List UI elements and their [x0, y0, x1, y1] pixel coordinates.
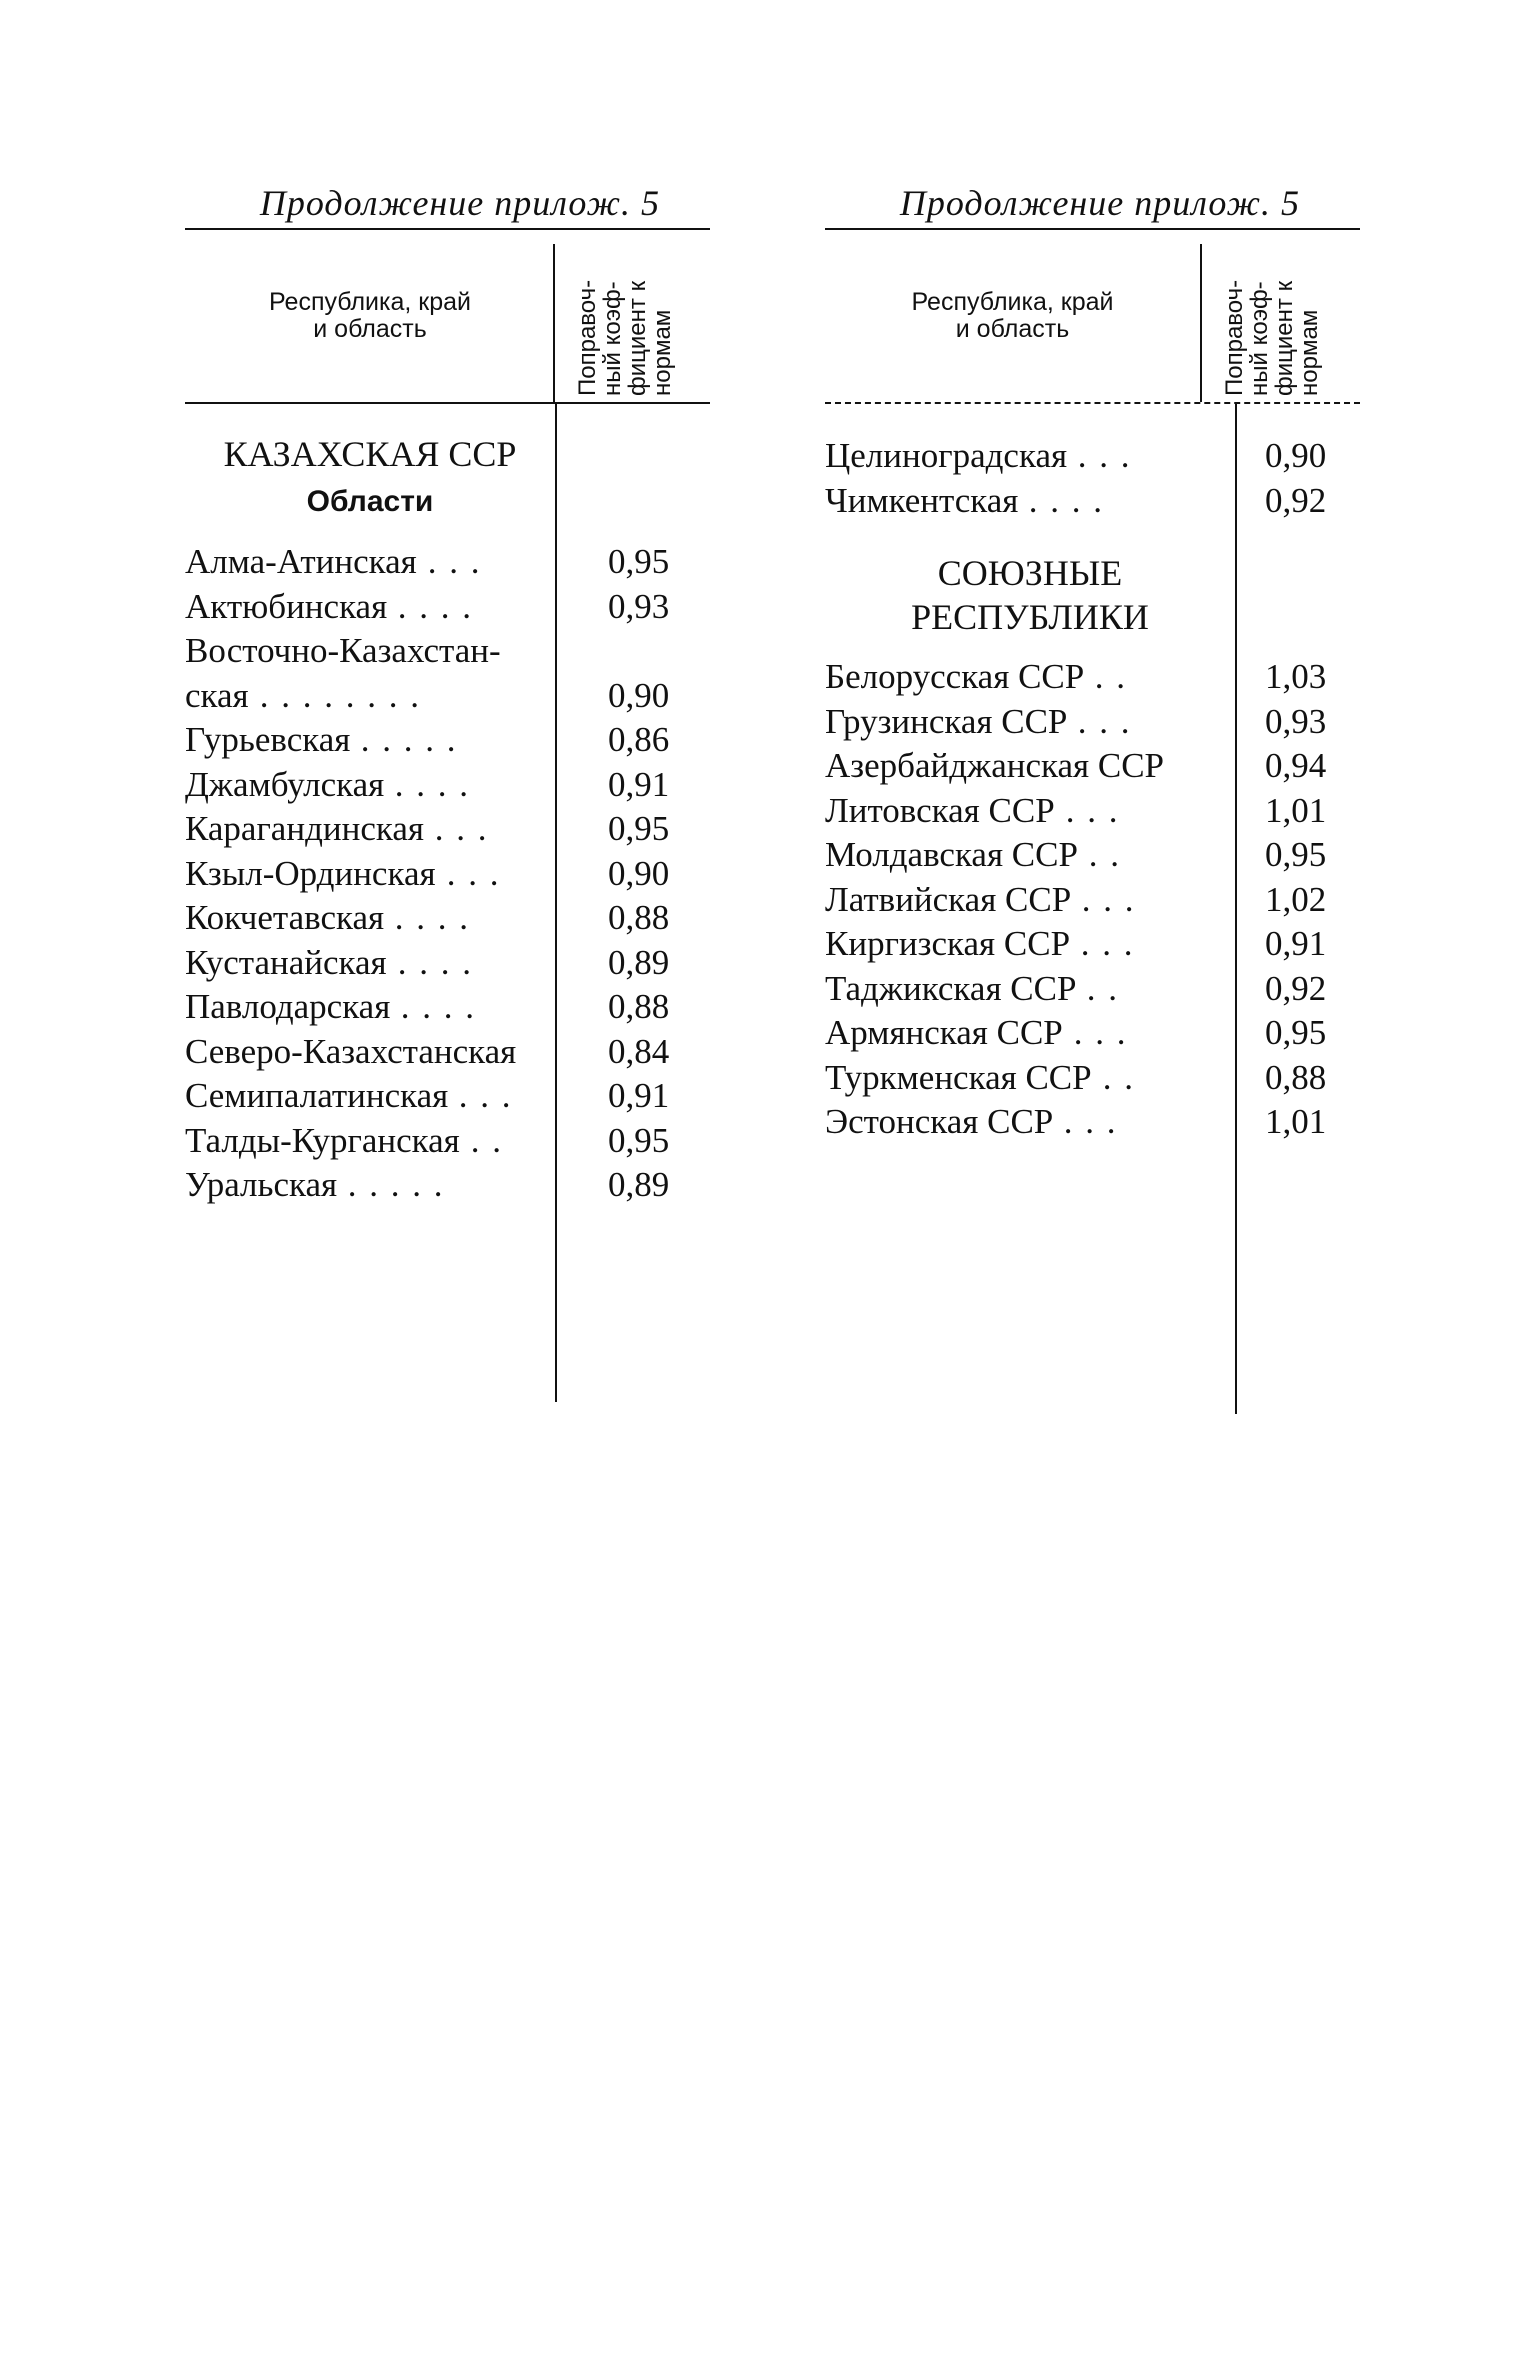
coefficient-value: 0,88 [608, 898, 670, 937]
region-name: Таджикская ССР [825, 968, 1077, 1008]
coefficient-value: 0,92 [1265, 480, 1327, 520]
leader-dots: . . [1092, 1057, 1135, 1097]
header-region-line: и область [955, 315, 1070, 343]
leader-dots: . . . [1053, 1102, 1118, 1141]
header-coefficient-line: ный коэф- [1246, 281, 1273, 396]
section-title: КАЗАХСКАЯ ССР [223, 434, 517, 474]
region-name: Литовская ССР [825, 790, 1055, 830]
subsection-title: Области [306, 485, 434, 518]
table-header [185, 228, 710, 404]
leader-dots: . . . . [384, 898, 470, 937]
coefficient-value: 1,03 [1265, 657, 1327, 696]
coefficient-value: 1,01 [1265, 1102, 1327, 1141]
coefficient-value: 0,95 [608, 809, 670, 848]
leader-dots: . . . . . [337, 1165, 445, 1204]
header-region-line: Республика, край [911, 288, 1114, 316]
region-name: Гурьевская [185, 720, 351, 759]
leader-dots: . . . . [1018, 480, 1104, 520]
coefficient-value: 0,94 [1265, 746, 1327, 785]
region-name: Кзыл-Ординская [185, 853, 436, 893]
table-row [185, 1030, 710, 1075]
region-name: Эстонская ССР [825, 1102, 1054, 1141]
republic-list [825, 655, 1360, 1145]
coefficient-value: 0,89 [608, 1165, 670, 1204]
coefficient-value: 0,93 [1265, 701, 1327, 741]
region-name: Восточно-Казахстан- [185, 631, 501, 670]
region-name: Латвийская ССР [825, 879, 1072, 919]
region-name: Кокчетавская [185, 898, 385, 937]
header-coefficient-line: Поправоч- [574, 279, 601, 396]
continuation-caption: Продолжение прилож. 5 [259, 183, 660, 223]
section-title: СОЮЗНЫЕ [937, 553, 1123, 593]
region-list [185, 540, 710, 1208]
leader-dots: . . . [1071, 879, 1136, 919]
coefficient-value: 0,90 [1265, 436, 1327, 475]
region-name: Талды-Курганская [185, 1120, 460, 1160]
continuation-caption: Продолжение прилож. 5 [899, 183, 1300, 223]
coefficient-value: 0,90 [608, 675, 670, 715]
region-name: Киргизская ССР [825, 924, 1071, 963]
coefficient-value: 0,89 [608, 942, 670, 982]
header-coefficient-label [555, 230, 710, 402]
table-row [825, 1056, 1360, 1101]
header-coefficient-line: фициент к [1271, 280, 1298, 396]
region-name: Молдавская ССР [825, 835, 1078, 874]
coefficient-value: 0,84 [608, 1031, 670, 1071]
header-region-label [185, 230, 555, 402]
region-name: Туркменская ССР [825, 1057, 1092, 1097]
region-name: Целиноградская [825, 436, 1068, 475]
table-row [185, 1163, 710, 1208]
table-row [825, 434, 1360, 479]
leader-dots: . . . . [387, 586, 473, 626]
table-row [825, 967, 1360, 1012]
coefficient-value: 0,95 [608, 1120, 670, 1160]
header-coefficient-line: нормам [649, 309, 676, 396]
region-name: Северо-Казахстанская [185, 1031, 517, 1071]
leader-dots: . . . [417, 542, 482, 581]
table-row [825, 700, 1360, 745]
leader-dots: . . . . . . . . [249, 675, 421, 715]
leader-dots: . . . [1063, 1013, 1128, 1052]
table-row [185, 1119, 710, 1164]
header-coefficient-line: нормам [1296, 309, 1323, 396]
table-row [825, 655, 1360, 700]
coefficient-value: 0,92 [1265, 968, 1327, 1008]
table-row [185, 807, 710, 852]
table-row [185, 1074, 710, 1119]
region-name: Чимкентская [825, 480, 1019, 520]
region-name: ская [185, 675, 249, 715]
coefficient-value: 0,86 [608, 720, 670, 759]
leader-dots: . . . [1067, 701, 1132, 741]
region-list [825, 434, 1360, 523]
coefficient-value: 0,90 [608, 853, 670, 893]
leader-dots: . . . [436, 853, 501, 893]
table-row [825, 922, 1360, 967]
table-body [825, 402, 1360, 1145]
region-name: Белорусская ССР [825, 657, 1085, 696]
leader-dots: . . . [424, 809, 489, 848]
table-row [825, 878, 1360, 923]
header-coefficient-line: ный коэф- [599, 281, 626, 396]
coefficient-value: 0,95 [1265, 835, 1327, 874]
leader-dots: . . . [448, 1076, 513, 1115]
table-row [825, 479, 1360, 524]
coefficient-value: 0,91 [608, 764, 670, 804]
leader-dots: . . [1078, 835, 1121, 874]
leader-dots: . . . [1055, 790, 1120, 830]
region-name: Грузинская ССР [825, 701, 1068, 741]
table-row [185, 985, 710, 1030]
region-name: Джамбулская [185, 764, 385, 804]
table-row [185, 540, 710, 585]
table-row [185, 852, 710, 897]
header-region-label [825, 230, 1200, 402]
header-region-line: Республика, край [268, 288, 472, 316]
coefficient-value: 0,88 [1265, 1057, 1327, 1097]
coefficient-value: 1,02 [1265, 879, 1327, 919]
table-row [185, 718, 710, 763]
leader-dots: . . [1076, 968, 1119, 1008]
leader-dots: . . . . . [350, 720, 458, 759]
region-name: Карагандинская [185, 809, 424, 848]
region-name: Азербайджанская ССР [825, 746, 1165, 785]
leader-dots: . . . . [390, 987, 476, 1026]
table-row [825, 1011, 1360, 1056]
coefficient-value: 0,95 [608, 542, 670, 581]
table-row [185, 941, 710, 986]
coefficient-value: 0,91 [1265, 924, 1327, 963]
region-name: Армянская ССР [825, 1013, 1063, 1052]
header-coefficient-line: фициент к [624, 280, 651, 396]
header-region-line: и область [313, 315, 427, 343]
region-name: Алма-Атинская [185, 542, 417, 581]
coefficient-value: 0,88 [608, 987, 670, 1026]
header-coefficient-line: Поправоч- [1221, 279, 1248, 396]
table-header [825, 228, 1360, 404]
leader-dots: . . [460, 1120, 503, 1160]
region-name: Кустанайская [185, 942, 387, 982]
leader-dots: . . [1084, 657, 1127, 696]
leader-dots: . . . . [384, 764, 470, 804]
table-body [185, 402, 710, 1208]
table-row [825, 744, 1360, 789]
table-row [185, 763, 710, 808]
table-row [825, 1100, 1360, 1145]
region-name: Семипалатинская [185, 1076, 449, 1115]
table-row [185, 896, 710, 941]
header-coefficient-label [1202, 230, 1357, 402]
coefficient-value: 0,91 [608, 1076, 670, 1115]
leader-dots: . . . [1067, 436, 1132, 475]
section-title: РЕСПУБЛИКИ [911, 597, 1149, 637]
region-name: Уральская [185, 1165, 338, 1204]
leader-dots: . . . [1070, 924, 1135, 963]
region-name: Актюбинская [185, 586, 388, 626]
table-row [185, 629, 710, 674]
coefficient-value: 0,95 [1265, 1013, 1327, 1052]
table-row [185, 674, 710, 719]
region-name: Павлодарская [185, 987, 391, 1026]
coefficient-value: 1,01 [1265, 790, 1327, 830]
table-row [825, 833, 1360, 878]
table-row [825, 789, 1360, 834]
coefficient-value: 0,93 [608, 586, 670, 626]
table-row [185, 585, 710, 630]
leader-dots: . . . . [387, 942, 473, 982]
